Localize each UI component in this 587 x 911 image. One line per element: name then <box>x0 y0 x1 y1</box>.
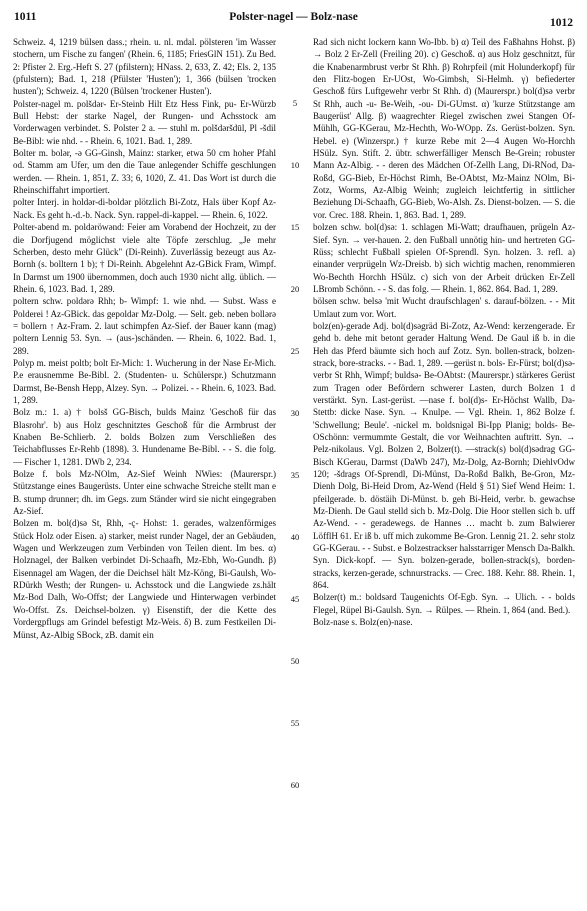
line-number: 55 <box>290 718 300 728</box>
line-number: 35 <box>290 470 300 480</box>
running-head-title: Polster-nagel — Bolz-nase <box>229 11 358 23</box>
line-number: 20 <box>290 284 300 294</box>
entry-paragraph: bolz(en)-gerade Adj. bol(d)səgräd Bi-Zotz, Az-Wend: kerzengerade. Er gehd b. dehe mit betont gerader Haltung Wend. De Gaul iß b. in die Heh das Pferd bäumte sich hoch auf Zotz. Syn. bollen-strack, bolzen-strack, bore-stracks. - - Bad. 1, 289. —gerüst n. bols- Er-Fürst; bol(d)sə- verbr St Rhh, Wimpf; buldsə- Be-OAbtst: (Maurerspr.) stärkeres Gerüst zum Tragen oder Befördern schwerer Lasten, durch Bolzen 1 d verstärkt. Syn. Last-gerüst. —nase f. bol(d)s- Er-Höchst Wallb, Da-Stettb: dicke Nase. Syn. → Knulpe. — Vgl. Rhein. 1, 862 Bolze f. 'Schwellung; Beule'. -nickel m. boldsnigəl Bi-Ipp Planig; bolds- Be-OSchönn: vermummte Gestalt, die vor Weihnachten auftritt. Syn. → Pelz-nikolaus. Vgl. Bolzen 2, Bolzer(t). —strack(s) bol(d)sədrag GG-Bisch KGerau, Darmst (DaWb 247), Mz-Dolg, Az-Bornh; DiehlvOdw 120; -šdrags Of-Sprendl, Di-Münst, Da-Roßd Balkh, Be-Gron, Mz-Dienh Dolg, Bi-Heid Drom, Az-Wend (Held § 51) Sief Wend Heim: 1. pfeilgerade. b. döstäih Di-Münst. b. geh Bi-Heid, verbr. b. gewachse Mz-Dienh. De Gaul stelld sich b. Mz-Dolg. Die Hoor stellen sich b. uff Az-Wend. - - geradewegs. de Hannes … macht b. zum Balwierer LöfflH 61. Er iß b. uff mich zukomme Be-Gron. Lennig 21. 2. sehr stolz GG-KGerau. - - Subst. e Bolzestrackser halsstarriger Mensch Da-Balkh. Syn. Dick-kopf. — Syn. bolzen-gerade, bollen-strack(s), borden-stracks, kerzen-gerade, schnurstracks. — Crec. 188. Kehr. 88. Rhein. 1, 864. <box>313 320 575 591</box>
entry-paragraph: Polster-nagel m. polšdər- Er-Steinb Hilt Etz Hess Fink, pu- Er-Würzb Bull Hebst: der starke Nagel, der Rungen- und Achsstock am Vorderwagen verbindet. S. Polster 2 a. — stuhl m. polšdəršdūl, Pl -šdil Be-Bibl: wie nhd. - - Rhein. 6, 1021. Bad. 1, 289. <box>13 98 276 146</box>
line-number: 45 <box>290 594 300 604</box>
line-number: 5 <box>292 98 298 108</box>
page-number-left: 1011 <box>14 11 37 23</box>
entry-paragraph: Schweiz. 4, 1219 bülsen dass.; rhein. u. nl. mdal. pölsteren 'im Wasser stochern, um Fische zu fangen' (Rhein. 6, 1185; FriesGlN 151). Zu Bed. 2: Pfister 2. Erg.-Heft S. 27 (pfilstern); HNass. 2, 633, Z. 42; Els. 2, 135 (pfulstern); Bad. 1, 218 (Pfülster 'Husten'); 1, 366 (bülsen 'trocken husten'); Schweiz. 4, 1220 (Bülsen 'trockener Husten'). <box>13 37 276 97</box>
entry-paragraph: Bolter m. bolər, -ə GG-Ginsh, Mainz: starker, etwa 50 cm hoher Pfahl od. Stamm am Ufer, um den die Taue anlegender Schiffe geschlungen werden. — Rhein. 1, 851, Z. 33; 6, 1020, Z. 41. Das Wort ist durch die Rheinschiffahrt importiert. <box>13 148 276 196</box>
line-number: 60 <box>290 780 300 790</box>
line-number: 10 <box>290 160 300 170</box>
entry-paragraph: Rad sich nicht lockern kann Wo-Ibb. b) α) Teil des Faßhahns Hohst. β) → Bolz 2 Er-Zell (Freiling 20). c) Geschoß. α) aus Holz geschnitzt, für die Knabenarmbrust verbr St Rhh. β) Rohrpfeil (mit Holunderkopf) für den Flitz-bogen Er-UOst, Wo-Gimbsh, Si-Helmh. γ) befiederter Geschoß fürs Luftgewehr verbr St Rhh. d) (Maurerspr.) bol(d)sə verbr St Rhh, auch -u- Be-Weih, -ou- Di-GUmst. α) 'kurze Stützstange am Baugerüst' Allg. β) waagrechter Riegel zwischen zwei Stangen Of-Mühlh, GG-KGerau, Mz-Hechth, Wo-WOpp. Zs. Gerüst-bolzen. Syn. Hebel. e) (Winzerspr.) † kurze Rebe mit 2—4 Augen Wo-Horchh HSülz. Syn. Stift. 2. übtr. schwerfälliger Mensch Be-Grein; robuster Mann Az-Albig. - - deren des Mädchen Of-Zellh Lang, Di-RNod, Da-Roßd, GG-Bieb, Er-Höchst Rimh, Be-OAbtst, Mz-Mainz NOlm, Bi-Zotz, Worms, Az-Albig Weinh; zugleich leichtfertig in sittlicher Beziehung Di-Schaafh, GG-Bieb, Wo-Alsh. Zs. Dienst-bolzen. — S. die vor. Crec. 188. Rhein. 1, 863. Bad. 1, 289. <box>313 37 575 220</box>
line-number-gutter <box>282 36 308 902</box>
entry-paragraph: Polter-abend m. poldəröwənd: Feier am Vorabend der Hochzeit, zu der die Dorfjugend möglichst viele alte Töpfe zerschlug. „Je mehr Scherben, desto mehr Glück" (Di-Reinh). Zuverlässig bezeugt aus Az-Bornh (s. bolltern 1 b); † Di-Reinh. Abgelehnt Az-GBick Fram, Wimpf. In Darmst um 1900 übernommen, doch auch 1930 nicht allg. üblich. — Rhein. 6, 1023. Bad. 1, 289. <box>13 222 276 294</box>
page-header <box>14 8 573 32</box>
entry-paragraph: Bolze f. bols Mz-NOlm, Az-Sief Weinh NWies: (Maurerspr.) Stützstange eines Baugerüsts. Unter eine schwache Streiche stellt man e B. stump drunner; dh. im Gegs. zum Ständer wird sie nicht eingegraben Az-Sief. <box>13 469 276 517</box>
entry-paragraph: Bolz m.: 1. a) † bolsš GG-Bisch, bulds Mainz 'Geschoß für das Blasrohr'. b) aus Holz geschnitztes Geschoß für die Armbrust der Knaben Be-Schlierb. 2. bolds Bolzen zum Verschließen des Teichabflusses Er-Rehb (1898). 3. Hundename Be-Bibl. - - S. die folg. — Fischer 1, 1281. DWb 2, 234. <box>13 407 276 467</box>
right-column <box>313 36 575 902</box>
line-number: 40 <box>290 532 300 542</box>
entry-paragraph: Bolzen m. bol(d)sə St, Rhh, -ç- Hohst: 1. gerades, walzenförmiges Stück Holz oder Eisen. a) starker, meist runder Nagel, der an Gebäuden, Wagen und Werkzeugen zum Verbinden von Teilen dient. Im bes. α) Holznagel, der Balken verbindet Di-Schaafh, Mz-Ebh, Wo-Gundh. β) Eisennagel am Wagen, der die Deichsel hält Mz-Köng, Bi-Gaulsh, Wo-RDürkh Westh; der Rungen- u. Achsstock und die Langwiede zs.hält Mz-Bod Dalh, Wo-Offst; der Langwiede und Hinterwagen verbindet Wo-Offst. Zs. Deichsel-bolzen. γ) Eisenstift, der die Kette des Vordergpflugs am Grindel befestigt Mz-Weis. δ) B. zum Festkeilen Di-Münst, Az-Albig SBock, zB. damit ein <box>13 518 276 640</box>
entry-paragraph: Polyp m. meist poltb; bolt Er-Mich: 1. Wucherung in der Nase Er-Mich. P.e erausnemme Be-Bibl. 2. (Studenten- u. Schülerspr.) Schutzmann Darmst, Be-Bensh Hepp, Alzey. Syn. → Polizei. - - Rhein. 6, 1023. Bad. 1, 289. <box>13 357 276 405</box>
page-number-right: 1012 <box>550 17 573 29</box>
entry-paragraph: poltern schw. poldərə Rhh; b- Wimpf: 1. wie nhd. — Subst. Wass e Polderei ! Az-GBick. das gepoldər Mz-Dolg. — Selt. geb. neben bollərə = bollern ↑ Az-Fram. 2. laut schimpfen Az-Sief. der Bauer kann (mag) poltern Lennig 53. Syn. → (aus-)schänden. — Rhein. 6, 1022. Bad. 1, 289. <box>13 296 276 356</box>
entry-paragraph: polter Interj. in holdər-di-boldər plötzlich Bi-Zotz, Hals über Kopf Az-Nack. Es geht h.-d.-b. Nack. Syn. rappel-di-kappel. — Rhein. 6, 1022. <box>13 197 276 220</box>
line-number: 50 <box>290 656 300 666</box>
entry-paragraph: bolzen schw. bol(d)sə: 1. schlagen Mi-Watt; draufhauen, prügeln Az-Sief. Syn. → ver-hauen. 2. den Fußball unnötig hin- und hertreten GG-Rüss; schlecht Fußball spielen Of-Sprendl. Syn. holzen. 3. refl. a) einander verprügeln Wz-Dreisb. b) sich wichtig machen, renommieren Wo-Bechth Horchh HSülz. c) sich von der Arbeit drücken Er-Zell LBromb Schönn. - - S. das folg. — Rhein. 1, 862. 864. Bad. 1, 289. <box>313 222 575 294</box>
entry-paragraph: bölsen schw. belsə 'mit Wucht draufschlagen' s. darauf-bölzen. - - Mit Umlaut zum vor. Wort. <box>313 296 575 319</box>
entry-paragraph: Bolz-nase s. Bolz(en)-nase. <box>313 617 413 628</box>
line-number: 25 <box>290 346 300 356</box>
line-number: 15 <box>290 222 300 232</box>
left-column <box>13 36 276 902</box>
entry-paragraph: Bolzer(t) m.: boldsərd Taugenichts Of-Egb. Syn. → Ulich. - - bolds Flegel, Rüpel Bi-Gaulsh. Syn. → Rülpes. — Rhein. 1, 864 (and. Bed.). <box>313 592 575 615</box>
line-number: 30 <box>290 408 300 418</box>
